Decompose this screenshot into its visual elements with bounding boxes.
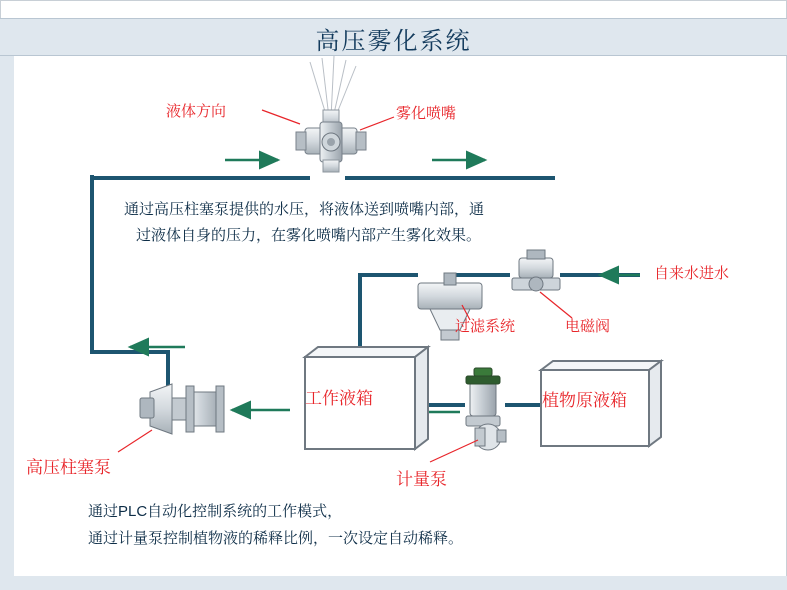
plunger-pump-icon: [140, 384, 224, 434]
label-metering-pump: 计量泵: [396, 470, 447, 489]
note-bottom-line2: 通过计量泵控制植物液的稀释比例，一次设定自动稀释。: [88, 530, 464, 547]
spray-nozzle-icon: [296, 56, 366, 172]
label-solenoid-valve: 电磁阀: [565, 318, 611, 335]
metering-pump-icon: [466, 368, 506, 450]
label-work-tank: 工作液箱: [305, 389, 373, 408]
label-high-pressure-plunger-pump: 高压柱塞泵: [26, 458, 111, 477]
label-filter-system: 过滤系统: [455, 318, 516, 335]
label-tap-water-inlet: 自来水进水: [654, 265, 730, 282]
note-bottom-line1: 通过PLC自动化控制系统的工作模式，: [88, 503, 343, 520]
solenoid-valve-icon: [512, 250, 560, 291]
page-title: 高压雾化系统: [315, 28, 472, 55]
leader-nozzle: [360, 117, 394, 130]
leader-liquid-direction: [262, 110, 300, 124]
label-liquid-direction: 液体方向: [166, 103, 227, 120]
leader-metering-pump: [430, 440, 478, 462]
label-atomizing-nozzle: 雾化喷嘴: [396, 105, 457, 122]
leader-plunger-pump: [118, 430, 152, 452]
note-top-line1: 通过高压柱塞泵提供的水压，将液体送到喷嘴内部，通: [124, 201, 485, 218]
label-plant-stock-tank: 植物原液箱: [542, 391, 627, 410]
note-top-line2: 过液体自身的压力，在雾化喷嘴内部产生雾化效果。: [136, 227, 482, 244]
